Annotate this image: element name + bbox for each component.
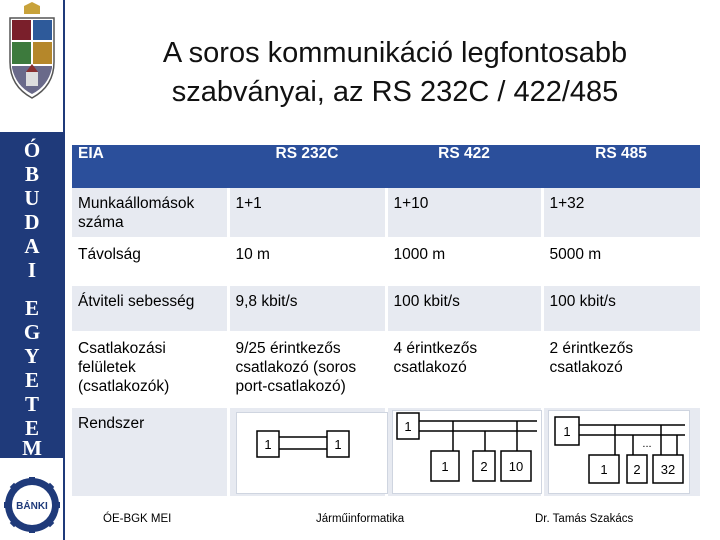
row-label: Csatlakozási felületek (csatlakozók) [78, 340, 170, 395]
uni-letter: D [24, 210, 40, 234]
row-label: Rendszer [78, 415, 145, 432]
uni-letter: G [23, 320, 41, 344]
cell-value: 9/25 érintkezős csatlakozó (soros port-csatlakozó) [235, 340, 357, 395]
cell-value: 9,8 kbit/s [235, 293, 298, 310]
footer-center: Járműinformatika [316, 513, 405, 525]
uni-letter: E [24, 296, 39, 320]
uni-letter: E [24, 368, 39, 392]
uni-letter: U [24, 186, 40, 210]
cell-value: 1+10 [393, 195, 429, 212]
row-label: Távolság [78, 246, 141, 263]
cell-value: 1+32 [549, 195, 585, 212]
sidebar-divider [63, 0, 65, 540]
university-name-vertical [0, 132, 64, 458]
footer-left: ÓE-BGK MEI [103, 513, 172, 525]
node-label: 10 [508, 459, 524, 474]
table-row [72, 188, 700, 238]
title-line-2: szabványai, az RS 232C / 422/485 [171, 76, 619, 108]
rs422-topology-diagram [392, 410, 542, 494]
node-label: 1 [600, 462, 608, 477]
footer-right: Dr. Tamás Szakács [535, 513, 634, 525]
node-label: 32 [660, 462, 676, 477]
row-label: Munkaállomások száma [78, 195, 195, 231]
title-line-1: A soros kommunikáció legfontosabb [162, 37, 628, 69]
table-header-row [72, 145, 700, 188]
uni-letter: B [24, 162, 39, 186]
uni-letter: Y [24, 344, 40, 368]
header-rs232c: RS 232C [275, 145, 339, 162]
node-label: 1 [441, 459, 449, 474]
node-label: 1 [264, 437, 272, 452]
table-row [72, 332, 700, 407]
node-label: 2 [480, 459, 488, 474]
uni-letter: A [24, 234, 40, 258]
uni-letter: T [24, 392, 39, 416]
cell-value: 1+1 [235, 195, 262, 212]
ellipsis-label: ... [642, 438, 652, 450]
banki-logo-text: BÁNKI [16, 501, 48, 512]
cell-value: 2 érintkezős csatlakozó [549, 340, 634, 376]
uni-letter: M [22, 436, 42, 460]
row-label: Átviteli sebesség [78, 293, 195, 310]
sidebar [0, 0, 64, 540]
header-rs422: RS 422 [438, 145, 490, 162]
cell-value: 10 m [235, 246, 270, 263]
table-row [72, 285, 700, 332]
banki-logo-icon [3, 476, 61, 534]
cell-value: 5000 m [549, 246, 602, 263]
node-label: 2 [633, 462, 641, 477]
uni-letter: I [27, 258, 37, 282]
page-title [80, 34, 710, 112]
node-label: 1 [404, 419, 412, 434]
header-eia: EIA [78, 145, 104, 162]
node-label: 1 [563, 424, 571, 439]
cell-value: 4 érintkezős csatlakozó [393, 340, 478, 376]
node-label: 1 [334, 437, 342, 452]
cell-value: 100 kbit/s [393, 293, 460, 310]
table-row [72, 238, 700, 285]
rs485-topology-diagram [548, 410, 690, 494]
header-rs485: RS 485 [595, 145, 647, 162]
uni-letter: E [24, 416, 39, 440]
uni-letter: Ó [23, 138, 41, 162]
cell-value: 100 kbit/s [549, 293, 616, 310]
cell-value: 1000 m [393, 246, 446, 263]
rs232c-topology-diagram [236, 412, 388, 494]
university-crest-icon [4, 2, 60, 112]
